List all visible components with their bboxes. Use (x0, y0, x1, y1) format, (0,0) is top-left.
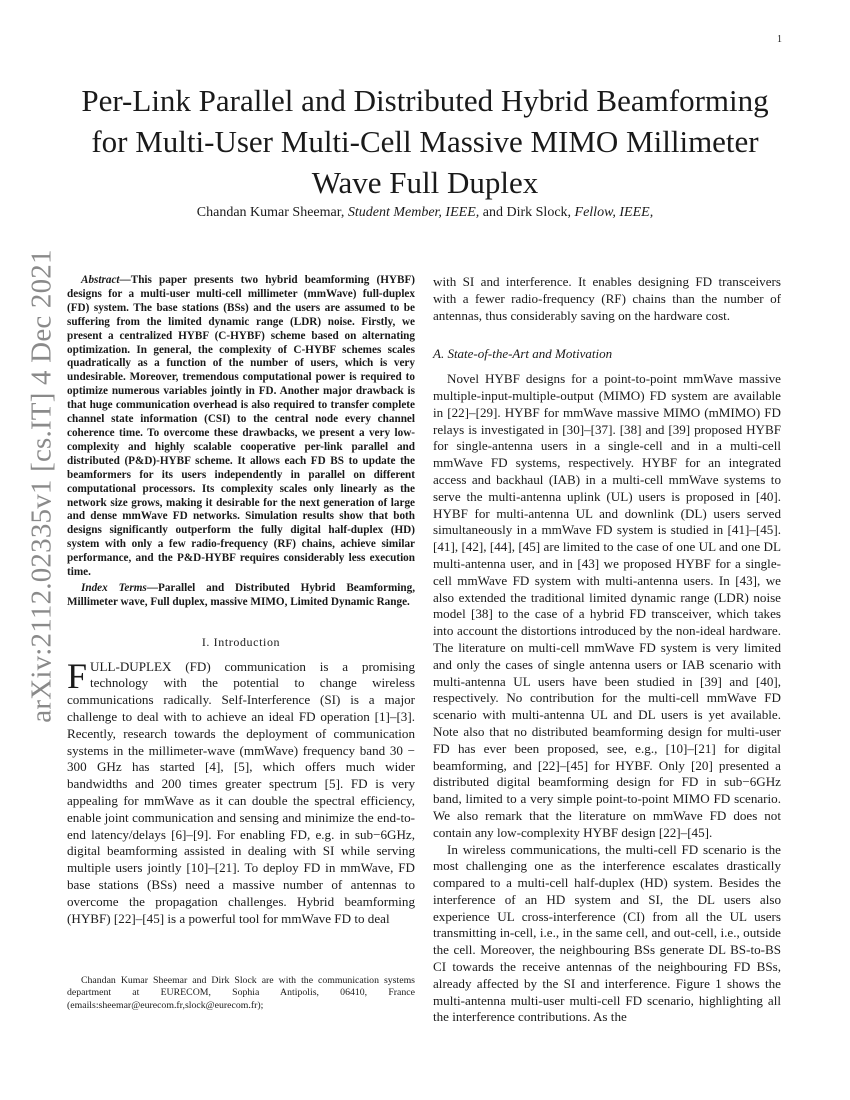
paper-title: Per-Link Parallel and Distributed Hybrid Beamforming for Multi-User Multi-Cell Massive MIMO Millimeter Wave Full Duplex (81, 83, 769, 200)
drop-cap: F (67, 655, 88, 696)
author-2-name: and Dirk Slock, (482, 205, 572, 220)
left-column (67, 274, 415, 927)
author-line (80, 204, 770, 222)
intro-paragraph (67, 655, 415, 928)
sota-paragraph-2: In wireless communications, the multi-cell FD scenario is the most challenging one as the interference escalates drastically compared to a multi-cell half-duplex (HD) system. Besides the interference of an HD system and SI, the DL users also experience UL cross-interference (CI) from all the UL users transmitting in-cell, i.e., in the same cell, and out-cell, i.e., outside the cell. Moreover, the neighbouring BSs generate DL BS-to-BS CI towards the receive antennas of the neighbouring FD BSs, already affected by the SI and interference. Figure 1 shows the multi-antenna multi-user multi-cell FD scenario, highlighting all the interference contributions. As the (433, 841, 781, 1025)
index-terms (67, 582, 415, 610)
author-1-name: Chandan Kumar Sheemar, (196, 205, 345, 220)
abstract-text: —This paper presents two hybrid beamforming (HYBF) designs for a multi-user multi-cell millimeter (mmWave) full-duplex (FD) system. The base stations (BSs) and the users are assumed to be suffering from the limited dynamic range (LDR) noise. Firstly, we present a centralized HYBF (C-HYBF) scheme based on alternating optimization. In general, the complexity of C-HYBF schemes scales quadratically as a function of the number of users, which is very undesirable. Moreover, tremendous computational power is required to optimize numerous variables jointly in FD. Another major drawback is that huge communication overhead is also required to transfer complete channel state information (CSI) to the central node every channel coherence time. To overcome these drawbacks, we present a very low-complexity and highly scalable cooperative per-link parallel and distributed (P&D)-HYBF scheme. It allows each FD BS to update the beamformers for its users independently in parallel on different computational processors. Its complexity scales only linearly as the network size grows, making it desirable for the next generation of large and dense mmWave FD networks. Simulation results show that both designs significantly outperform the fully digital half-duplex (HD) system with only a few radio-frequency (RF) chains, achieve similar performance, and the P&D-HYBF requires considerably less execution time. (67, 274, 415, 579)
arxiv-stamp (22, 249, 62, 723)
footnote (67, 975, 415, 1012)
arxiv-identifier[interactable]: arXiv:2112.02335v1 [cs.IT] 4 Dec 2021 (25, 249, 58, 723)
index-terms-label: Index Terms (81, 581, 147, 594)
footnote-text: Chandan Kumar Sheemar and Dirk Slock are with the communication systems department at EURECOM, Sophia Antipolis, 06410, France (emails:sheemar@eurecom.fr,slock@eurecom.fr); (67, 975, 415, 1011)
index-terms-text: —Parallel and Distributed Hybrid Beamforming, Millimeter wave, Full duplex, massive MIMO, Limited Dynamic Range. (67, 581, 415, 608)
section-heading-introduction: I. Introduction (201, 634, 281, 649)
author-1-affiliation: Student Member, IEEE, (347, 205, 480, 220)
page-number: 1 (777, 34, 782, 45)
subsection-heading-state-of-the-art: A. State-of-the-Art and Motivation (433, 346, 613, 362)
right-column (433, 274, 781, 1026)
intro-paragraph-continued: with SI and interference. It enables designing FD transceivers with a fewer radio-frequency (RF) chains than the number of antennas, thus considerably saving on the hardware cost. (433, 274, 781, 323)
abstract (67, 274, 415, 580)
sota-paragraph-1: Novel HYBF designs for a point-to-point mmWave massive multiple-input-multiple-output (MIMO) FD system are available in [22]–[29]. HYBF for mmWave massive MIMO (mMIMO) FD relays is investigated in [30]–[37]. [38] and [39] proposed HYBF for single-antenna users in a single-cell and in a multi-cell mmWave FD systems, respectively. HYBF for an integrated access and backhaul (IAB) in a multi-cell mmWave systems to serve the multi-antenna uplink (UL) users is proposed in [40]. HYBF for multi-antenna UL and downlink (DL) users served simultaneously in a mmWave FD system is studied in [41]–[45]. [41], [42], [44], [45] are limited to the case of one UL and one DL multi-antenna user, and in [43] we proposed HYBF for a single-cell mmWave FD system with multi-antenna users. In [43], we also extended the traditional limited dynamic range (LDR) noise model [38] to the case of a hybrid FD transceiver, which takes into account the distortions introduced by the non-ideal hardware. The literature on multi-cell mmWave FD system is very limited and only the cases of single antenna users or IAB scenario with multi-antenna UL users have been studied in [39] and [40], respectively. No contribution for the multi-cell mmWave FD scenario with multi-antenna UL and DL users is yet available. Note also that no distributed beamforming design for multi-user FD has ever been proposed, see, e.g., [10]–[21] for digital beamforming, and [22]–[45] for HYBF. Only [20] presented a distributed digital beamforming design for FD in sub−6GHz band, limited to a very simple point-to-point MIMO FD scenario. We also remark that the literature on mmWave FD does not contain any low-complexity HYBF design [22]–[45]. (433, 371, 781, 840)
intro-paragraph-text: ULL-DUPLEX (FD) communication is a promising technology with the potential to change wireless communications radically. Self-Interference (SI) is a major challenge to deal with to achieve an ideal FD operation [1]–[3]. Recently, research towards the deployment of communication systems in the millimeter-wave (mmWave) frequency band 30 − 300 GHz has started [4], [5], which offers much wider bandwidths and 200 times greater spectrum [5]. FD is very appealing for mmWave as it can double the spectral efficiency, enable joint communication and sensing and minimize the end-to-end latency/delays [6]–[9]. For enabling FD, e.g. in sub−6GHz, digital beamforming assisted in dealing with SI while serving multiple users jointly [10]–[21]. To deploy FD in mmWave, FD base stations (BSs) need a massive number of antennas to overcome the propagation challenges. Hybrid beamforming (HYBF) [22]–[45] is a powerful tool for mmWave FD to deal (67, 658, 415, 926)
abstract-label: Abstract (81, 274, 120, 286)
author-2-affiliation: Fellow, IEEE, (574, 205, 654, 220)
